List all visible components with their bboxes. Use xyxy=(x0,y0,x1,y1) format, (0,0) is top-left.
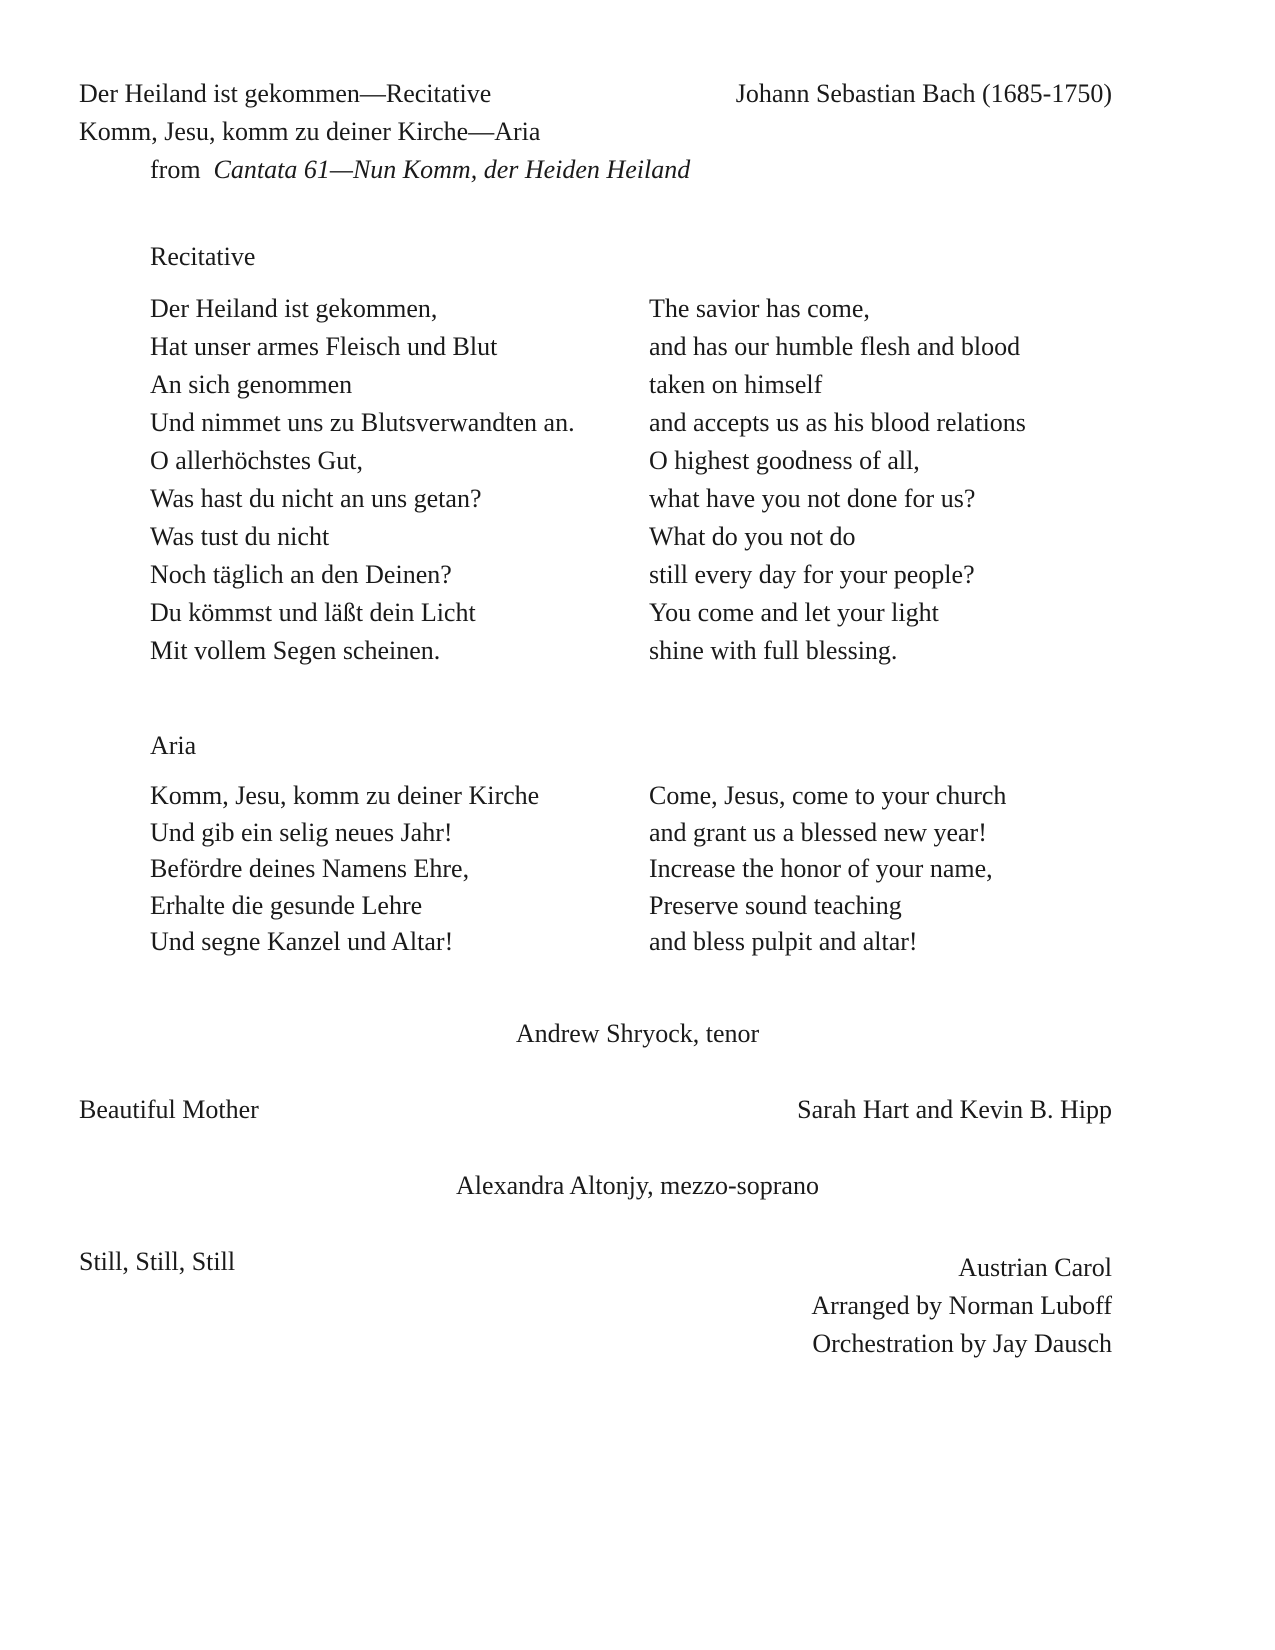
piece-credits xyxy=(811,1249,1112,1363)
english-line: What do you not do xyxy=(649,522,856,551)
english-line: Come, Jesus, come to your church xyxy=(649,781,1007,810)
german-line: Hat unser armes Fleisch und Blut xyxy=(150,332,498,361)
german-line: Was tust du nicht xyxy=(150,522,330,551)
performer-mezzo: Alexandra Altonjy, mezzo-soprano xyxy=(456,1171,819,1200)
performer-tenor: Andrew Shryock, tenor xyxy=(515,1019,760,1048)
german-line: An sich genommen xyxy=(150,370,353,399)
english-line: shine with full blessing. xyxy=(649,636,898,665)
english-line: what have you not done for us? xyxy=(649,484,976,513)
english-line: and accepts us as his blood relations xyxy=(649,408,1026,437)
german-line: Du kömmst und läßt dein Licht xyxy=(150,598,476,627)
piece-title-aria: Komm, Jesu, komm zu deiner Kirche—Aria xyxy=(79,117,541,146)
composer-name: Johann Sebastian Bach (1685-1750) xyxy=(735,79,1112,108)
source-line xyxy=(150,157,690,183)
english-line: Increase the honor of your name, xyxy=(649,854,993,883)
piece-title-still: Still, Still, Still xyxy=(79,1247,236,1276)
aria-german-column xyxy=(150,778,539,961)
aria-english-column xyxy=(649,778,1006,961)
english-line: The savior has come, xyxy=(649,294,870,323)
cantata-title: Cantata 61—Nun Komm, der Heiden Heiland xyxy=(213,155,691,184)
german-line: Und nimmet uns zu Blutsverwandten an. xyxy=(150,408,575,437)
german-line: Der Heiland ist gekommen, xyxy=(150,294,438,323)
german-line: Was hast du nicht an uns getan? xyxy=(150,484,482,513)
german-line: Und gib ein selig neues Jahr! xyxy=(150,817,453,847)
german-line: Und segne Kanzel und Altar! xyxy=(150,927,454,956)
german-line: Erhalte die gesunde Lehre xyxy=(150,890,423,920)
english-line: taken on himself xyxy=(649,370,823,399)
piece-title-beautiful-mother: Beautiful Mother xyxy=(79,1095,259,1124)
english-line: Preserve sound teaching xyxy=(649,890,902,920)
from-label: from xyxy=(150,155,201,184)
english-line: and bless pulpit and altar! xyxy=(649,927,918,956)
german-line: Noch täglich an den Deinen? xyxy=(150,560,452,589)
aria-heading: Aria xyxy=(150,731,197,760)
recitative-heading: Recitative xyxy=(150,242,256,271)
credit-line: Orchestration by Jay Dausch xyxy=(812,1329,1112,1358)
german-line: Befördre deines Namens Ehre, xyxy=(150,854,470,883)
english-line: O highest goodness of all, xyxy=(649,446,920,475)
recitative-german-column xyxy=(150,290,575,670)
english-line: You come and let your light xyxy=(649,598,939,627)
credit-line: Arranged by Norman Luboff xyxy=(811,1291,1112,1320)
german-line: Mit vollem Segen scheinen. xyxy=(150,636,441,665)
english-line: and has our humble flesh and blood xyxy=(649,332,1021,361)
english-line: still every day for your people? xyxy=(649,560,975,589)
credit-line: Austrian Carol xyxy=(958,1253,1112,1282)
german-line: O allerhöchstes Gut, xyxy=(150,446,364,475)
german-line: Komm, Jesu, komm zu deiner Kirche xyxy=(150,781,540,810)
recitative-english-column xyxy=(649,290,1026,670)
piece-composer: Sarah Hart and Kevin B. Hipp xyxy=(797,1095,1112,1124)
piece-title-recitative: Der Heiland ist gekommen—Recitative xyxy=(79,79,492,108)
english-line: and grant us a blessed new year! xyxy=(649,817,987,847)
